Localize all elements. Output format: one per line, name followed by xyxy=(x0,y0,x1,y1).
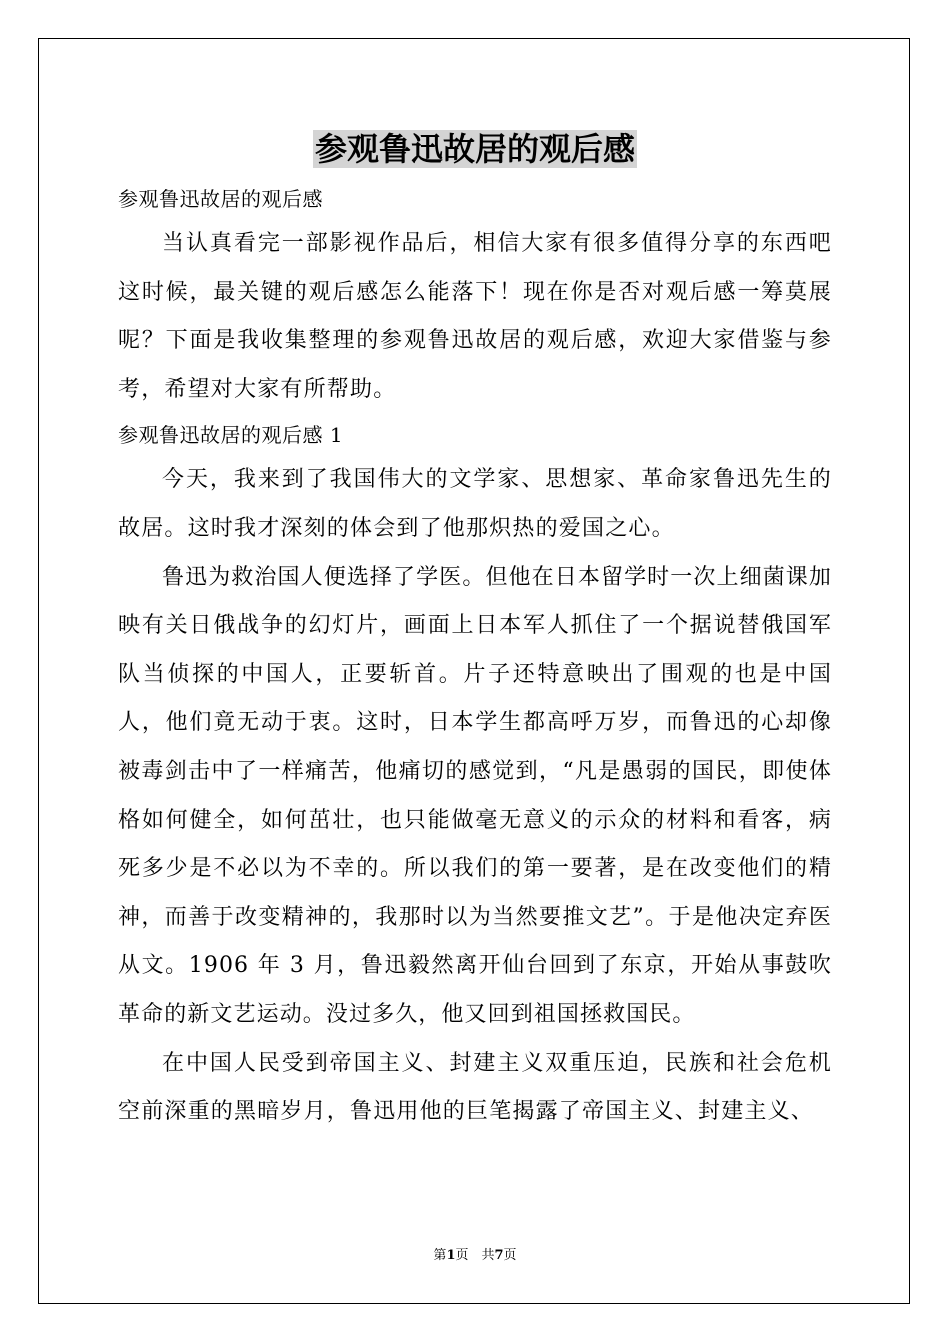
body-paragraph-3: 在中国人民受到帝国主义、封建主义双重压迫，民族和社会危机空前深重的黑暗岁月，鲁迅用他的巨笔揭露了帝国主义、封建主义、 xyxy=(118,1050,832,1125)
footer-suffix: 页 xyxy=(503,1248,517,1263)
footer-mid: 页 共 xyxy=(455,1248,495,1263)
document-body xyxy=(118,178,832,1137)
footer-current-page: 1 xyxy=(446,1248,456,1263)
body-paragraph-1: 今天，我来到了我国伟大的文学家、思想家、革命家鲁迅先生的故居。这时我才深刻的体会到了他那炽热的爱国之心。 xyxy=(118,467,832,541)
document-title xyxy=(0,126,950,172)
page-number-footer xyxy=(0,1247,950,1265)
body-paragraph-2: 鲁迅为救治国人便选择了学医。但他在日本留学时一次上细菌课加映有关日俄战争的幻灯片，画面上日本军人抓住了一个据说替俄国军队当侦探的中国人，正要斩首。片子还特意映出了围观的也是中国人，他们竟无动于衷。这时，日本学生都高呼万岁，而鲁迅的心却像被毒剑击中了一样痛苦，他痛切的感觉到，“凡是愚弱的国民，即使体格如何健全，如何茁壮，也只能做毫无意义的示众的材料和看客，病死多少是不必以为不幸的。所以我们的第一要著，是在改变他们的精神，而善于改变精神的，我那时以为当然要推文艺”。于是他决定弃医从文。1906 年 3 月，鲁迅毅然离开仙台回到了东京，开始从事鼓吹革命的新文艺运动。没过多久，他又回到祖国拯救国民。 xyxy=(118,564,832,1027)
footer-total-pages: 7 xyxy=(494,1248,504,1263)
document-title-text: 参观鲁迅故居的观后感 xyxy=(314,130,635,168)
section-heading: 参观鲁迅故居的观后感 1 xyxy=(118,423,344,448)
intro-paragraph: 当认真看完一部影视作品后，相信大家有很多值得分享的东西吧这时候，最关键的观后感怎么能落下！现在你是否对观后感一筹莫展呢？下面是我收集整理的参观鲁迅故居的观后感，欢迎大家借鉴与参考，希望对大家有所帮助。 xyxy=(118,231,832,402)
footer-prefix: 第 xyxy=(433,1248,447,1263)
document-subtitle: 参观鲁迅故居的观后感 xyxy=(118,187,323,211)
